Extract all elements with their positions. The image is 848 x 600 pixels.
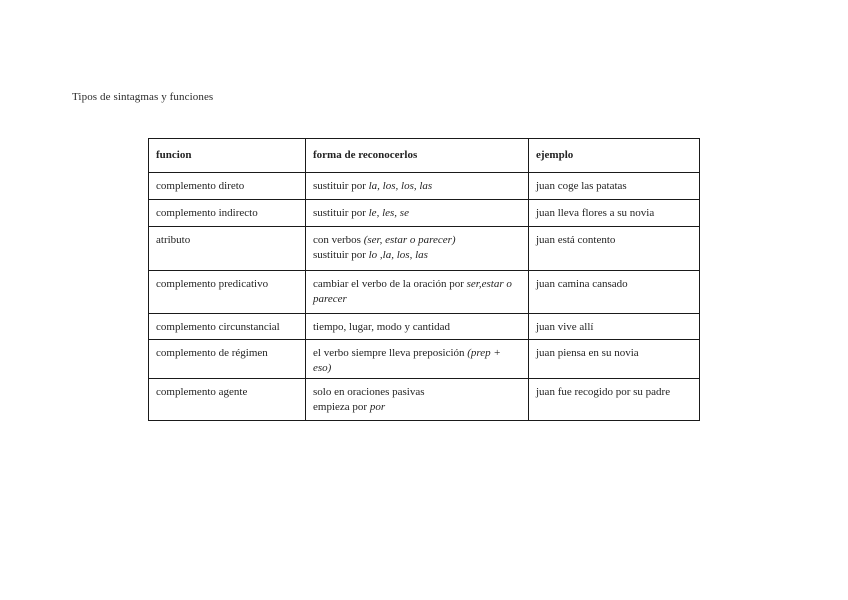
forma-cell — [306, 200, 529, 227]
forma-line — [313, 248, 521, 263]
table-row — [149, 173, 700, 200]
forma-cell — [306, 379, 529, 421]
ejemplo-cell: juan está contento — [529, 227, 700, 271]
funcion-cell: complemento circunstancial — [149, 314, 306, 340]
table-row — [149, 340, 700, 379]
forma-segment-italic: (ser, estar o parecer) — [363, 234, 456, 246]
forma-segment: el verbo siempre lleva preposición — [313, 347, 468, 359]
ejemplo-cell: juan fue recogido por su padre — [529, 379, 700, 421]
table-row — [149, 271, 700, 314]
forma-segment-italic: ser,estar o parecer — [313, 278, 512, 305]
forma-line — [313, 320, 521, 335]
forma-line — [313, 206, 521, 221]
page-title: Tipos de sintagmas y funciones — [72, 91, 214, 103]
ejemplo-cell: juan piensa en su novia — [529, 340, 700, 379]
forma-line — [313, 400, 521, 415]
forma-cell — [306, 271, 529, 314]
funcion-cell: atributo — [149, 227, 306, 271]
funcion-cell: complemento predicativo — [149, 271, 306, 314]
forma-segment: tiempo, lugar, modo y cantidad — [313, 321, 451, 333]
grammar-table — [148, 138, 700, 421]
ejemplo-cell: juan vive allí — [529, 314, 700, 340]
forma-line — [313, 346, 521, 376]
forma-segment: sustituir por — [313, 180, 369, 192]
column-header: funcion — [149, 139, 306, 173]
forma-segment-italic: la, los, los, las — [368, 180, 433, 192]
forma-cell — [306, 340, 529, 379]
forma-segment-italic: lo ,la, los, las — [368, 249, 428, 261]
funcion-cell: complemento de régimen — [149, 340, 306, 379]
forma-segment: cambiar el verbo de la oración por — [313, 278, 467, 290]
forma-line — [313, 179, 521, 194]
forma-cell — [306, 314, 529, 340]
forma-segment: sustituir por — [313, 207, 369, 219]
table-row — [149, 314, 700, 340]
forma-segment-italic: (prep + eso) — [313, 347, 501, 374]
forma-segment: empieza por — [313, 401, 370, 413]
table-row — [149, 200, 700, 227]
forma-cell — [306, 173, 529, 200]
table-row — [149, 227, 700, 271]
funcion-cell: complemento indirecto — [149, 200, 306, 227]
table-row — [149, 379, 700, 421]
table-header-row — [149, 139, 700, 173]
forma-line — [313, 277, 521, 307]
column-header: forma de reconocerlos — [306, 139, 529, 173]
table-body — [149, 173, 700, 421]
forma-cell — [306, 227, 529, 271]
ejemplo-cell: juan lleva flores a su novia — [529, 200, 700, 227]
forma-segment-italic: por — [369, 401, 386, 413]
forma-segment: solo en oraciones pasivas — [313, 386, 425, 398]
ejemplo-cell: juan camina cansado — [529, 271, 700, 314]
forma-segment: sustituir por — [313, 249, 369, 261]
funcion-cell: complemento direto — [149, 173, 306, 200]
funcion-cell: complemento agente — [149, 379, 306, 421]
forma-segment-italic: le, les, se — [368, 207, 409, 219]
column-header: ejemplo — [529, 139, 700, 173]
forma-line — [313, 385, 521, 400]
ejemplo-cell: juan coge las patatas — [529, 173, 700, 200]
forma-segment: con verbos — [313, 234, 364, 246]
forma-line — [313, 233, 521, 248]
